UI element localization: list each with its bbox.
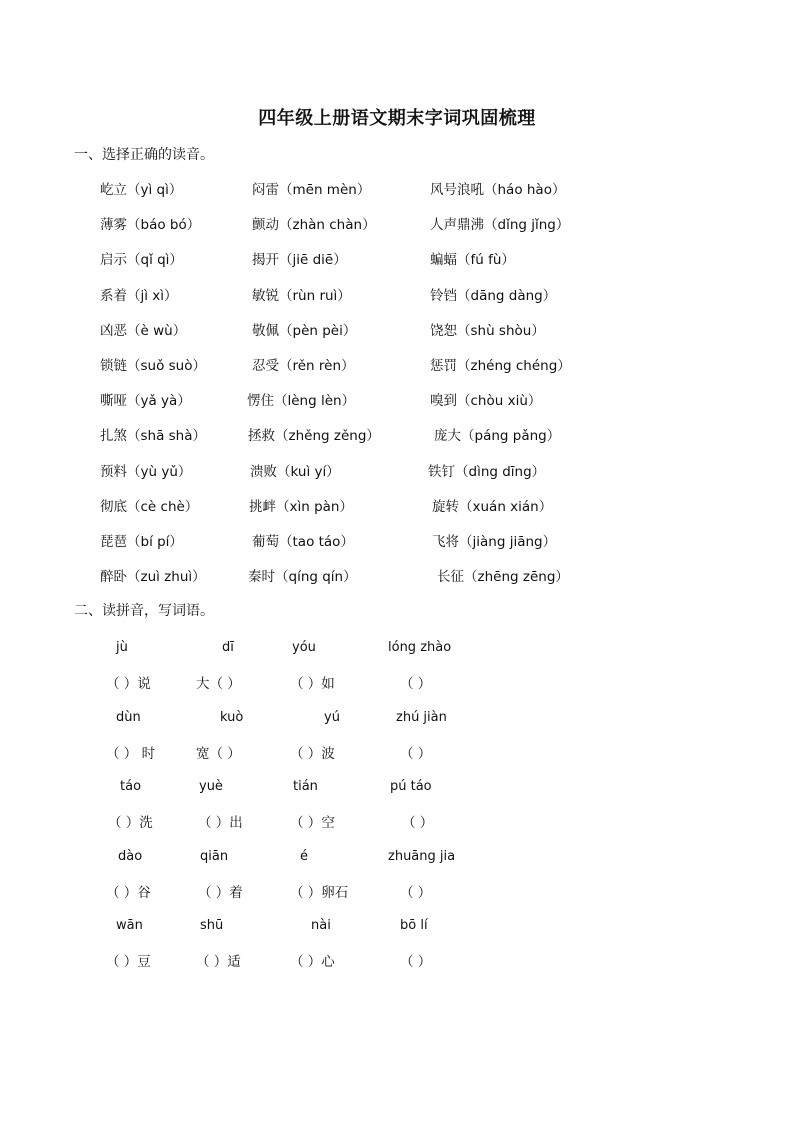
pronunciation-item: 秦时（qíng qín） — [248, 569, 357, 586]
pronunciation-item: 启示（qǐ qì） — [100, 252, 183, 269]
word-blank[interactable]: （ ）空 — [290, 815, 335, 831]
pronunciation-item: 系着（jì xì） — [100, 287, 178, 304]
pronunciation-item: 揭开（jiē diē） — [252, 252, 347, 269]
word-blank[interactable]: （ ）说 — [106, 676, 151, 692]
pronunciation-item: 庞大（páng pǎng） — [434, 428, 561, 445]
word-blank[interactable]: （ ）豆 — [106, 954, 151, 970]
pronunciation-item: 预料（yù yǔ） — [100, 463, 192, 480]
word-blank[interactable]: （ ）卵石 — [290, 884, 349, 901]
pronunciation-item: 铃铛（dāng dàng） — [430, 287, 557, 304]
pronunciation-item: 拯救（zhěng zěng） — [248, 428, 380, 445]
pinyin-label: bō lí — [400, 918, 428, 933]
pronunciation-item: 惩罚（zhéng chéng） — [430, 358, 571, 374]
pronunciation-item: 醉卧（zuì zhuì） — [100, 569, 206, 586]
pronunciation-item: 葡萄（tao táo） — [252, 534, 354, 550]
pinyin-label: yóu — [292, 640, 316, 655]
pinyin-label: lóng zhào — [388, 640, 452, 655]
pronunciation-item: 铁钉（dìng dīng） — [428, 463, 546, 480]
pronunciation-item: 饶恕（shù shòu） — [430, 322, 545, 339]
pronunciation-item: 长征（zhēng zēng） — [437, 569, 569, 586]
pronunciation-item: 溃败（kuì yí） — [250, 463, 340, 480]
word-blank[interactable]: （ ）适 — [196, 954, 241, 970]
pronunciation-item: 琵琶（bí pí） — [100, 534, 183, 550]
pinyin-label: jù — [116, 640, 128, 655]
word-blank[interactable]: （ ） — [400, 676, 432, 692]
pronunciation-item: 敬佩（pèn pèi） — [252, 322, 357, 339]
pronunciation-item: 薄雾（báo bó） — [100, 217, 201, 234]
pronunciation-item: 扎煞（shā shà） — [100, 428, 207, 445]
word-blank[interactable]: （ ） — [400, 884, 432, 901]
pinyin-label: é — [300, 848, 308, 864]
word-blank[interactable]: 宽（ ） — [196, 745, 241, 762]
word-blank[interactable]: （ ）心 — [290, 954, 335, 970]
pinyin-label: dào — [118, 848, 143, 864]
pinyin-label: zhuāng jia — [388, 848, 456, 864]
pinyin-label: yuè — [199, 779, 223, 794]
word-blank[interactable]: （ ）如 — [290, 676, 335, 692]
pronunciation-item: 飞将（jiàng jiāng） — [432, 534, 557, 550]
word-blank[interactable]: 大（ ） — [196, 676, 241, 692]
word-blank[interactable]: （ ） — [400, 745, 432, 762]
pronunciation-item: 忍受（rěn rèn） — [252, 358, 355, 374]
pinyin-label: nài — [311, 918, 331, 933]
pinyin-label: qiān — [200, 848, 229, 864]
word-blank[interactable]: （ ）着 — [198, 884, 243, 901]
pinyin-label: dùn — [116, 709, 141, 725]
pinyin-label: kuò — [220, 709, 244, 725]
pinyin-label: wān — [116, 918, 143, 933]
pronunciation-item: 旋转（xuán xián） — [432, 498, 553, 515]
pinyin-label: zhú jiàn — [396, 709, 447, 725]
word-blank[interactable]: （ ） 时 — [106, 745, 156, 762]
section-1-heading: 一、选择正确的读音。 — [74, 147, 214, 163]
pronunciation-item: 风号浪吼（háo hào） — [430, 182, 566, 198]
pronunciation-item: 屹立（yì qì） — [100, 182, 183, 198]
pronunciation-item: 闷雷（mēn mèn） — [252, 182, 371, 198]
word-blank[interactable]: （ ）出 — [198, 815, 243, 831]
pinyin-label: shū — [200, 918, 224, 933]
word-blank[interactable]: （ ） — [402, 815, 434, 831]
pronunciation-item: 嗅到（chòu xiù） — [430, 393, 542, 410]
pronunciation-item: 蝙蝠（fú fù） — [430, 252, 515, 269]
word-blank[interactable]: （ ）谷 — [106, 884, 151, 901]
pinyin-label: dī — [222, 640, 234, 655]
pinyin-label: táo — [120, 779, 142, 794]
pronunciation-item: 敏锐（rùn ruì） — [252, 287, 351, 304]
word-blank[interactable]: （ ） — [400, 954, 432, 970]
pinyin-label: pú táo — [390, 779, 432, 794]
pronunciation-item: 颤动（zhàn chàn） — [252, 217, 376, 234]
pronunciation-item: 凶恶（è wù） — [100, 322, 187, 339]
word-blank[interactable]: （ ）洗 — [108, 815, 153, 831]
section-2-heading: 二、读拼音，写词语。 — [74, 603, 214, 619]
pronunciation-item: 人声鼎沸（dǐng jǐng） — [430, 217, 570, 234]
pronunciation-item: 彻底（cè chè） — [100, 498, 199, 515]
word-blank[interactable]: （ ）波 — [290, 745, 335, 762]
pronunciation-item: 嘶哑（yǎ yà） — [100, 393, 191, 410]
pronunciation-item: 锁链（suǒ suò） — [100, 358, 206, 374]
pinyin-label: tián — [293, 779, 318, 794]
pronunciation-item: 愣住（lèng lèn） — [247, 393, 356, 410]
pronunciation-item: 挑衅（xìn pàn） — [249, 498, 353, 515]
page-title: 四年级上册语文期末字词巩固梳理 — [258, 108, 536, 129]
pinyin-label: yú — [324, 709, 340, 725]
